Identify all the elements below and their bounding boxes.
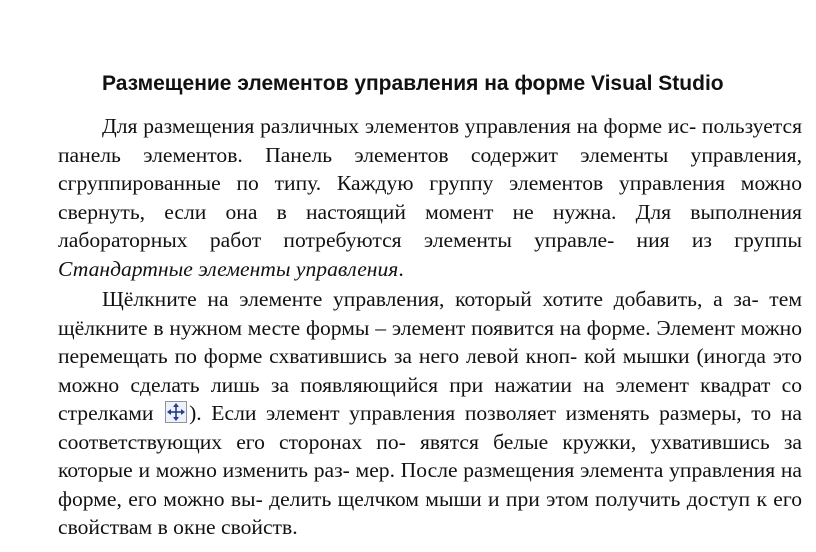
paragraph-placing-controls xyxy=(58,285,802,542)
paragraph-placing-text-start: Щёлкните на элементе управления, который хотите добавить, а за- тем щёлкните в нужном месте формы – элемент появится на форме. Элемент можно перемещать по форме схватившись за него левой кноп- кой мышки (иногда это можно сделать лишь за появляющийся при нажатии на элемент квадрат со стрелками xyxy=(58,287,802,425)
move-arrows-icon xyxy=(165,401,187,423)
paragraph-toolbox-text: Для размещения различных элементов управления на форме ис- пользуется панель элементов. Панель элементов содержит элементы управления, сгруппированные по типу. Каждую группу элементов управления можно свернуть, если она в настоящий момент не нужна. Для выполнения лабораторных работ потребуются элементы управле- ния из группы xyxy=(58,114,802,252)
paragraph-toolbox xyxy=(58,112,802,283)
paragraph-placing-text-end: ). Если элемент управления позволяет изменять размеры, то на соответствующих его сторонах по- явятся белые кружки, ухватившись за которые и можно изменить раз- мер. После размещения элемента управления на форме, его можно вы- делить щелчком мыши и при этом получить доступ к его свойствам в окне свойств. xyxy=(58,401,802,539)
paragraph-toolbox-end: . xyxy=(398,256,404,281)
standard-controls-emphasis: Стандартные элементы управления xyxy=(58,256,399,281)
document-title: Размещение элементов управления на форме Visual Studio xyxy=(102,72,724,95)
document-page xyxy=(58,64,802,542)
